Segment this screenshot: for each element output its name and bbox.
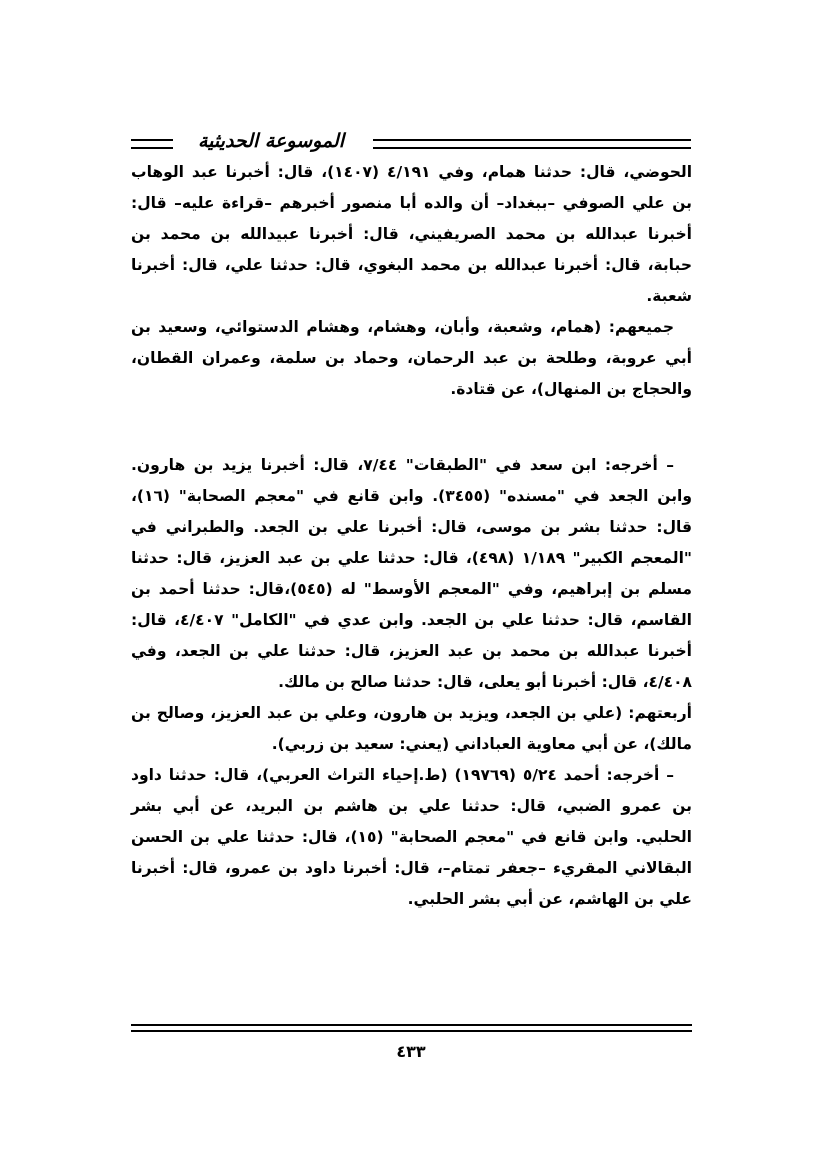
paragraph-summary-abu-muawiya: أربعتهم: (علي بن الجعد، ويزيد بن هارون، وعلي بن عبد العزيز، وصالح بن مالك)، عن أبي معاوية العباداني (يعني: سعيد بن زربي). [131, 704, 692, 753]
header-title: الموسوعة الحديثية [198, 130, 344, 152]
header-rule-left [131, 139, 173, 149]
page-number: ٤٣٣ [396, 1042, 426, 1061]
paragraph-continuation: الحوضي، قال: حدثنا همام، وفي ٤/١٩١ (١٤٠٧)، قال: أخبرنا عبد الوهاب بن علي الصوفي –ببغداد– أن والده أبا منصور أخبرهم –قراءة عليه– قال: أخبرنا عبدالله بن محمد الصريفيني، قال: أخبرنا عبيدالله بن محمد بن حبابة، قال: أخبرنا عبدالله بن محمد البغوي، قال: حدثنا علي، قال: أخبرنا شعبة. [131, 163, 693, 305]
paragraph-gap [131, 405, 692, 450]
footer-rule [131, 1024, 692, 1032]
body-text [131, 157, 692, 1037]
paragraph-takhrij-ahmad: – أخرجه: أحمد ٥/٢٤ (١٩٧٦٩) (ط.إحياء التراث العربي)، قال: حدثنا داود بن عمرو الضبي، قال: حدثنا علي بن هاشم بن البريد، عن أبي بشر الحلبي. وابن قانع في "معجم الصحابة" (١٥)، قال: حدثنا علي بن الحسن البقالاني المقريء –جعفر تمتام–، قال: أخبرنا داود بن عمرو، قال: أخبرنا علي بن الهاشم، عن أبي بشر الحلبي. [131, 766, 692, 908]
running-header [131, 130, 691, 156]
header-rule-right [373, 139, 691, 149]
paragraph-takhrij-ibn-sad: – أخرجه: ابن سعد في "الطبقات" ٧/٤٤، قال: أخبرنا يزيد بن هارون. وابن الجعد في "مسنده" (٣٤٥٥). وابن قانع في "معجم الصحابة" (١٦)، قال: حدثنا بشر بن موسى، قال: أخبرنا علي بن الجعد. والطبراني في "المعجم الكبير" ١/١٨٩ (٤٩٨)، قال: حدثنا علي بن عبد العزيز، قال: حدثنا مسلم بن إبراهيم، وفي "المعجم الأوسط" له (٥٤٥)،قال: حدثنا أحمد بن القاسم، قال: حدثنا علي بن الجعد. وابن عدي في "الكامل" ٤/٤٠٧، قال: أخبرنا عبدالله بن محمد بن عبد العزيز، قال: حدثنا علي بن الجعد، وفي ٤/٤٠٨، قال: أخبرنا أبو يعلى، قال: حدثنا صالح بن مالك. [131, 456, 693, 691]
paragraph-summary-qatada: جميعهم: (همام، وشعبة، وأبان، وهشام، وهشام الدستوائي، وسعيد بن أبي عروبة، وطلحة بن عبد الرحمان، وحماد بن سلمة، وعمران القطان، والحجاج بن المنهال)، عن قتادة. [131, 318, 692, 398]
